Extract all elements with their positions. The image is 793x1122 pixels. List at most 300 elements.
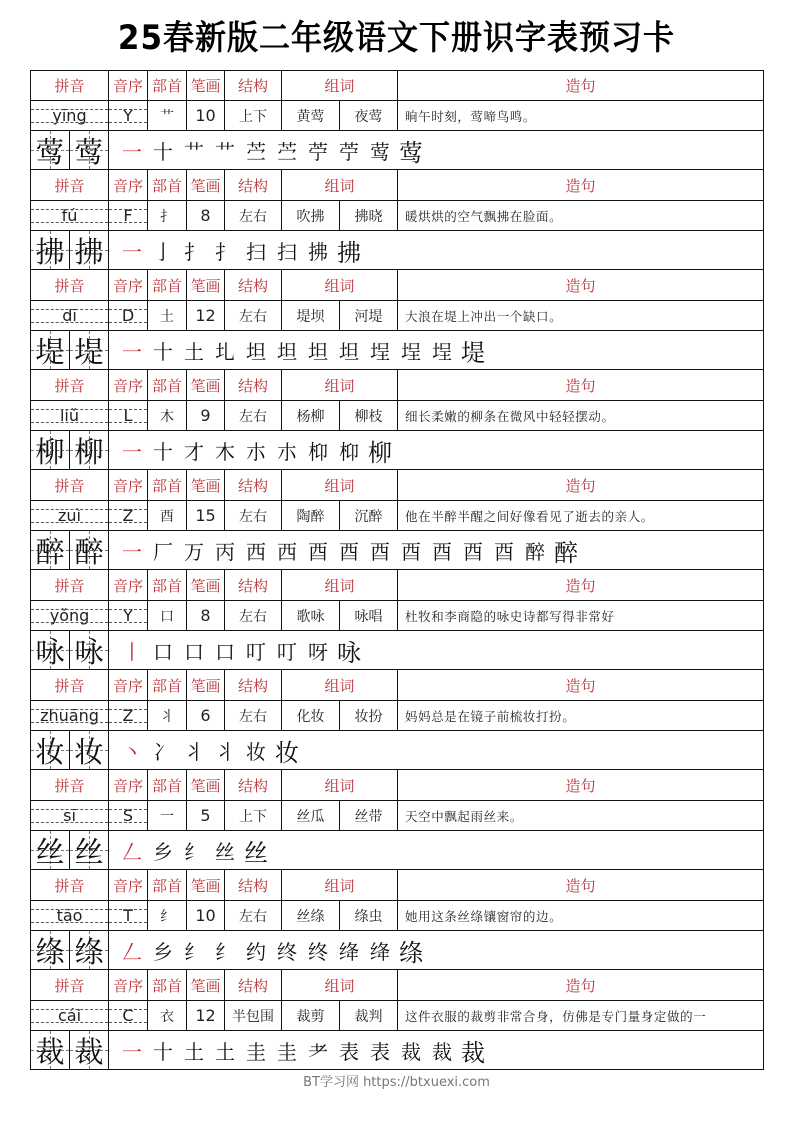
stroke-step: 口 xyxy=(153,639,173,664)
stroke-step: 圭 xyxy=(277,1039,297,1064)
stroke-step: 西 xyxy=(277,539,297,564)
value-row xyxy=(31,601,763,631)
model-char: 柳 xyxy=(35,434,65,469)
stroke-step: 妆 xyxy=(275,738,299,767)
value-row xyxy=(31,801,763,831)
header-yinxu: 音序 xyxy=(109,870,148,900)
yinxu-cell: D xyxy=(109,301,148,330)
stroke-step: 酉 xyxy=(463,539,483,564)
stroke-step: 约 xyxy=(246,939,266,964)
stroke-step: 表 xyxy=(339,1039,359,1064)
character-card xyxy=(31,470,763,570)
header-row xyxy=(31,570,763,601)
jiegou-cell: 左右 xyxy=(225,201,282,230)
word-cell-2: 咏唱 xyxy=(340,601,398,630)
sentence-cell: 细长柔嫩的柳条在微风中轻轻摆动。 xyxy=(405,408,615,424)
model-char: 丝 xyxy=(74,834,104,869)
header-zaoju: 造句 xyxy=(565,976,596,995)
stroke-step: 口 xyxy=(184,639,204,664)
stroke-step: 绛 xyxy=(370,939,390,964)
bihua-cell: 12 xyxy=(187,301,225,330)
header-zuci: 组词 xyxy=(282,870,398,900)
yinxu-cell: T xyxy=(109,901,148,930)
tianzige-box-2 xyxy=(70,531,109,569)
tianzige-box-1 xyxy=(31,431,70,469)
stroke-step: 一 xyxy=(122,539,142,564)
tianzige-box-2 xyxy=(70,131,109,169)
header-bushou: 部首 xyxy=(148,570,187,600)
header-yinxu: 音序 xyxy=(109,370,148,400)
character-card xyxy=(31,370,763,470)
tianzige-box-2 xyxy=(70,731,109,769)
sentence-cell: 她用这条丝绦镶窗帘的边。 xyxy=(405,908,563,924)
stroke-step: 万 xyxy=(184,539,204,564)
header-jiegou: 结构 xyxy=(225,670,282,700)
header-pinyin: 拼音 xyxy=(31,970,109,1000)
header-jiegou: 结构 xyxy=(225,870,282,900)
stroke-step: 一 xyxy=(122,239,142,264)
jiegou-cell: 上下 xyxy=(225,101,282,130)
pinyin-cell: liǔ xyxy=(31,401,109,430)
header-row xyxy=(31,870,763,901)
stroke-step: 纟 xyxy=(184,839,204,864)
stroke-step: 酉 xyxy=(494,539,514,564)
word-cell-2: 河堤 xyxy=(340,301,398,330)
word-cell-2: 柳枝 xyxy=(340,401,398,430)
header-yinxu: 音序 xyxy=(109,970,148,1000)
header-bushou: 部首 xyxy=(148,270,187,300)
stroke-step: 扫 xyxy=(246,239,266,264)
tianzige-box-1 xyxy=(31,131,70,169)
stroke-step: 乡 xyxy=(153,839,173,864)
character-card xyxy=(31,970,763,1070)
header-zaoju: 造句 xyxy=(565,476,596,495)
stroke-step: 丝 xyxy=(244,838,268,867)
word-cell-1: 黄莺 xyxy=(282,101,340,130)
character-card xyxy=(31,170,763,270)
jiegou-cell: 左右 xyxy=(225,401,282,430)
stroke-step: 终 xyxy=(308,939,328,964)
tianzige-box-1 xyxy=(31,831,70,869)
word-cell-1: 陶醉 xyxy=(282,501,340,530)
header-pinyin: 拼音 xyxy=(31,270,109,300)
header-zuci: 组词 xyxy=(282,71,398,100)
bihua-cell: 10 xyxy=(187,101,225,130)
stroke-step: 莺 xyxy=(370,139,390,164)
header-bihua: 笔画 xyxy=(187,470,225,500)
bihua-cell: 10 xyxy=(187,901,225,930)
header-zuci: 组词 xyxy=(282,270,398,300)
value-row xyxy=(31,901,763,931)
stroke-step: 枊 xyxy=(339,439,359,464)
stroke-step: 酉 xyxy=(401,539,421,564)
character-card xyxy=(31,770,763,870)
pinyin-cell: sī xyxy=(31,801,109,830)
model-char: 咏 xyxy=(35,634,65,669)
value-row xyxy=(31,401,763,431)
header-bushou: 部首 xyxy=(148,71,187,100)
stroke-step: 酉 xyxy=(370,539,390,564)
tianzige-box-1 xyxy=(31,331,70,369)
header-bushou: 部首 xyxy=(148,670,187,700)
yinxu-cell: Z xyxy=(109,501,148,530)
stroke-step: 丙 xyxy=(215,539,235,564)
character-card xyxy=(31,670,763,770)
yinxu-cell: Y xyxy=(109,101,148,130)
header-bihua: 笔画 xyxy=(187,670,225,700)
header-jiegou: 结构 xyxy=(225,470,282,500)
pinyin-cell: tāo xyxy=(31,901,109,930)
stroke-step: 朩 xyxy=(246,439,266,464)
stroke-step: 绦 xyxy=(399,938,423,967)
header-pinyin: 拼音 xyxy=(31,670,109,700)
header-jiegou: 结构 xyxy=(225,970,282,1000)
header-row xyxy=(31,970,763,1001)
character-card xyxy=(31,270,763,370)
stroke-step: 埕 xyxy=(401,339,421,364)
stroke-step: 枊 xyxy=(308,439,328,464)
tianzige-box-2 xyxy=(70,631,109,669)
stroke-step: 苎 xyxy=(246,139,266,164)
yinxu-cell: L xyxy=(109,401,148,430)
header-bushou: 部首 xyxy=(148,770,187,800)
sentence-cell: 暖烘烘的空气飘拂在脸面。 xyxy=(405,208,563,224)
stroke-step: 才 xyxy=(184,439,204,464)
character-card xyxy=(31,870,763,970)
value-row xyxy=(31,1001,763,1031)
header-row xyxy=(31,770,763,801)
model-char: 丝 xyxy=(35,834,65,869)
header-bihua: 笔画 xyxy=(187,770,225,800)
header-zuci: 组词 xyxy=(282,670,398,700)
stroke-step: 叮 xyxy=(246,639,266,664)
stroke-step: 裁 xyxy=(432,1039,452,1064)
bihua-cell: 9 xyxy=(187,401,225,430)
jiegou-cell: 左右 xyxy=(225,601,282,630)
stroke-step: 一 xyxy=(122,439,142,464)
tianzige-box-1 xyxy=(31,931,70,969)
header-zuci: 组词 xyxy=(282,170,398,200)
header-jiegou: 结构 xyxy=(225,370,282,400)
model-char: 莺 xyxy=(74,134,104,169)
pinyin-cell: cái xyxy=(31,1001,109,1030)
writing-row xyxy=(31,631,763,670)
header-zuci: 组词 xyxy=(282,970,398,1000)
writing-row xyxy=(31,231,763,270)
model-char: 莺 xyxy=(35,134,65,169)
stroke-step: 醉 xyxy=(554,538,578,567)
stroke-step: 拂 xyxy=(308,239,328,264)
page-title: 25春新版二年级语文下册识字表预习卡 xyxy=(117,18,676,58)
stroke-order xyxy=(109,331,763,369)
header-zuci: 组词 xyxy=(282,370,398,400)
stroke-step: 圭 xyxy=(246,1039,266,1064)
stroke-step: 坦 xyxy=(339,339,359,364)
pinyin-cell: dī xyxy=(31,301,109,330)
yinxu-cell: Z xyxy=(109,701,148,730)
pinyin-cell: yǒng xyxy=(31,601,109,630)
bushou-cell: 艹 xyxy=(148,101,187,130)
word-cell-2: 妆扮 xyxy=(340,701,398,730)
header-jiegou: 结构 xyxy=(225,570,282,600)
header-zaoju: 造句 xyxy=(565,876,596,895)
word-cell-2: 沉醉 xyxy=(340,501,398,530)
header-zaoju: 造句 xyxy=(565,676,596,695)
stroke-step: 酉 xyxy=(339,539,359,564)
stroke-step: 咏 xyxy=(337,638,361,667)
stroke-order xyxy=(109,931,763,969)
header-pinyin: 拼音 xyxy=(31,870,109,900)
header-bihua: 笔画 xyxy=(187,270,225,300)
stroke-step: 堤 xyxy=(461,338,485,367)
pinyin-cell: fú xyxy=(31,201,109,230)
header-zaoju: 造句 xyxy=(565,77,596,95)
header-row xyxy=(31,670,763,701)
header-pinyin: 拼音 xyxy=(31,570,109,600)
header-yinxu: 音序 xyxy=(109,770,148,800)
header-pinyin: 拼音 xyxy=(31,71,109,100)
header-bihua: 笔画 xyxy=(187,970,225,1000)
tianzige-box-1 xyxy=(31,731,70,769)
model-char: 咏 xyxy=(74,634,104,669)
value-row xyxy=(31,201,763,231)
word-cell-1: 吹拂 xyxy=(282,201,340,230)
header-bushou: 部首 xyxy=(148,470,187,500)
stroke-step: 冫 xyxy=(153,739,173,764)
model-char: 堤 xyxy=(35,334,65,369)
stroke-step: 莺 xyxy=(399,138,423,167)
model-char: 拂 xyxy=(35,234,65,269)
stroke-step: 土 xyxy=(184,339,204,364)
sentence-cell: 晌午时刻，莺啼鸟鸣。 xyxy=(405,108,537,124)
pinyin-cell: zhuāng xyxy=(31,701,109,730)
stroke-step: 坦 xyxy=(246,339,266,364)
header-pinyin: 拼音 xyxy=(31,170,109,200)
sentence-cell: 大浪在堤上冲出一个缺口。 xyxy=(405,308,563,324)
jiegou-cell: 左右 xyxy=(225,701,282,730)
stroke-step: 扌 xyxy=(184,239,204,264)
pinyin-cell: yīng xyxy=(31,101,109,130)
stroke-step: 苧 xyxy=(339,139,359,164)
header-zaoju: 造句 xyxy=(565,776,596,795)
writing-row xyxy=(31,931,763,970)
model-char: 醉 xyxy=(74,534,104,569)
yinxu-cell: C xyxy=(109,1001,148,1030)
tianzige-box-2 xyxy=(70,931,109,969)
bihua-cell: 15 xyxy=(187,501,225,530)
header-pinyin: 拼音 xyxy=(31,770,109,800)
value-row xyxy=(31,501,763,531)
stroke-step: 呀 xyxy=(308,639,328,664)
stroke-order xyxy=(109,231,763,269)
model-char: 拂 xyxy=(74,234,104,269)
word-cell-2: 拂晓 xyxy=(340,201,398,230)
bushou-cell: 扌 xyxy=(148,201,187,230)
stroke-step: 乡 xyxy=(153,939,173,964)
character-card xyxy=(31,70,763,170)
word-cell-2: 夜莺 xyxy=(340,101,398,130)
pinyin-cell: zuì xyxy=(31,501,109,530)
header-yinxu: 音序 xyxy=(109,270,148,300)
stroke-step: 丨 xyxy=(122,639,142,664)
value-row xyxy=(31,301,763,331)
header-yinxu: 音序 xyxy=(109,570,148,600)
stroke-order xyxy=(109,1031,763,1069)
header-jiegou: 结构 xyxy=(225,71,282,100)
bihua-cell: 6 xyxy=(187,701,225,730)
stroke-step: 妆 xyxy=(246,739,266,764)
header-row xyxy=(31,370,763,401)
model-char: 绦 xyxy=(74,934,104,969)
stroke-step: 表 xyxy=(370,1039,390,1064)
stroke-step: 裁 xyxy=(401,1039,421,1064)
stroke-order xyxy=(109,531,763,569)
stroke-step: 裁 xyxy=(461,1038,485,1067)
header-bushou: 部首 xyxy=(148,870,187,900)
writing-row xyxy=(31,331,763,370)
jiegou-cell: 左右 xyxy=(225,901,282,930)
model-char: 柳 xyxy=(74,434,104,469)
stroke-step: 土 xyxy=(215,1039,235,1064)
header-zaoju: 造句 xyxy=(565,576,596,595)
header-row xyxy=(31,470,763,501)
stroke-step: 丬 xyxy=(184,739,204,764)
tianzige-box-1 xyxy=(31,631,70,669)
stroke-order xyxy=(109,131,763,169)
tianzige-box-1 xyxy=(31,231,70,269)
stroke-step: 亅 xyxy=(153,239,173,264)
header-bushou: 部首 xyxy=(148,170,187,200)
header-bushou: 部首 xyxy=(148,970,187,1000)
stroke-step: 绛 xyxy=(339,939,359,964)
stroke-step: 柳 xyxy=(368,438,392,467)
stroke-step: 一 xyxy=(122,1039,142,1064)
yinxu-cell: F xyxy=(109,201,148,230)
stroke-step: 酉 xyxy=(432,539,452,564)
jiegou-cell: 左右 xyxy=(225,301,282,330)
tianzige-box-1 xyxy=(31,1031,70,1069)
header-jiegou: 结构 xyxy=(225,770,282,800)
model-char: 裁 xyxy=(35,1034,65,1069)
model-char: 绦 xyxy=(35,934,65,969)
stroke-step: 苎 xyxy=(277,139,297,164)
header-bihua: 笔画 xyxy=(187,370,225,400)
header-zuci: 组词 xyxy=(282,570,398,600)
header-zuci: 组词 xyxy=(282,770,398,800)
stroke-step: 酉 xyxy=(308,539,328,564)
bihua-cell: 8 xyxy=(187,601,225,630)
jiegou-cell: 上下 xyxy=(225,801,282,830)
header-bihua: 笔画 xyxy=(187,71,225,100)
header-row xyxy=(31,270,763,301)
stroke-step: 丶 xyxy=(122,739,142,764)
tianzige-box-2 xyxy=(70,431,109,469)
character-card xyxy=(31,570,763,670)
header-jiegou: 结构 xyxy=(225,170,282,200)
word-cell-1: 堤坝 xyxy=(282,301,340,330)
model-char: 妆 xyxy=(74,734,104,769)
stroke-step: 十 xyxy=(153,1039,173,1064)
jiegou-cell: 左右 xyxy=(225,501,282,530)
writing-row xyxy=(31,1031,763,1070)
header-pinyin: 拼音 xyxy=(31,470,109,500)
model-char: 醉 xyxy=(35,534,65,569)
model-char: 妆 xyxy=(35,734,65,769)
stroke-step: 纟 xyxy=(215,939,235,964)
bushou-cell: 衣 xyxy=(148,1001,187,1030)
yinxu-cell: Y xyxy=(109,601,148,630)
stroke-step: 一 xyxy=(122,139,142,164)
stroke-step: 丝 xyxy=(215,839,235,864)
stroke-step: 木 xyxy=(215,439,235,464)
tianzige-box-2 xyxy=(70,231,109,269)
bushou-cell: 纟 xyxy=(148,901,187,930)
stroke-step: 埕 xyxy=(370,339,390,364)
header-yinxu: 音序 xyxy=(109,470,148,500)
header-jiegou: 结构 xyxy=(225,270,282,300)
stroke-step: 醉 xyxy=(525,539,545,564)
bihua-cell: 8 xyxy=(187,201,225,230)
stroke-step: 土 xyxy=(184,1039,204,1064)
stroke-step: 一 xyxy=(122,339,142,364)
header-yinxu: 音序 xyxy=(109,170,148,200)
sentence-cell: 杜牧和李商隐的咏史诗都写得非常好 xyxy=(405,608,615,624)
value-row xyxy=(31,701,763,731)
writing-row xyxy=(31,431,763,470)
stroke-step: 扌 xyxy=(215,239,235,264)
stroke-step: 扫 xyxy=(277,239,297,264)
stroke-step: 𠃋 xyxy=(122,839,142,864)
stroke-step: 埕 xyxy=(432,339,452,364)
sentence-cell: 天空中飘起雨丝来。 xyxy=(405,808,523,824)
sentence-cell: 他在半醉半醒之间好像看见了逝去的亲人。 xyxy=(405,508,654,524)
tianzige-box-2 xyxy=(70,331,109,369)
header-row xyxy=(31,170,763,201)
watermark-footer: BT学习网 https://btxuexi.com xyxy=(303,1075,490,1090)
word-cell-1: 杨柳 xyxy=(282,401,340,430)
bushou-cell: 木 xyxy=(148,401,187,430)
tianzige-box-2 xyxy=(70,831,109,869)
stroke-step: 朩 xyxy=(277,439,297,464)
writing-row xyxy=(31,131,763,170)
word-cell-1: 化妆 xyxy=(282,701,340,730)
yinxu-cell: S xyxy=(109,801,148,830)
stroke-step: 圠 xyxy=(215,339,235,364)
stroke-step: 拂 xyxy=(337,238,361,267)
header-zaoju: 造句 xyxy=(565,276,596,295)
word-cell-1: 丝瓜 xyxy=(282,801,340,830)
stroke-step: 耂 xyxy=(308,1039,328,1064)
word-cell-1: 裁剪 xyxy=(282,1001,340,1030)
header-zaoju: 造句 xyxy=(565,376,596,395)
writing-row xyxy=(31,531,763,570)
bushou-cell: 土 xyxy=(148,301,187,330)
stroke-step: 艹 xyxy=(215,139,235,164)
bushou-cell: 丬 xyxy=(148,701,187,730)
stroke-order xyxy=(109,431,763,469)
header-yinxu: 音序 xyxy=(109,71,148,100)
stroke-step: 叮 xyxy=(277,639,297,664)
stroke-step: 终 xyxy=(277,939,297,964)
stroke-step: 坦 xyxy=(277,339,297,364)
stroke-step: 西 xyxy=(246,539,266,564)
model-char: 堤 xyxy=(74,334,104,369)
writing-row xyxy=(31,731,763,770)
stroke-order xyxy=(109,631,763,669)
jiegou-cell: 半包围 xyxy=(225,1001,282,1030)
header-bihua: 笔画 xyxy=(187,870,225,900)
bushou-cell: 口 xyxy=(148,601,187,630)
